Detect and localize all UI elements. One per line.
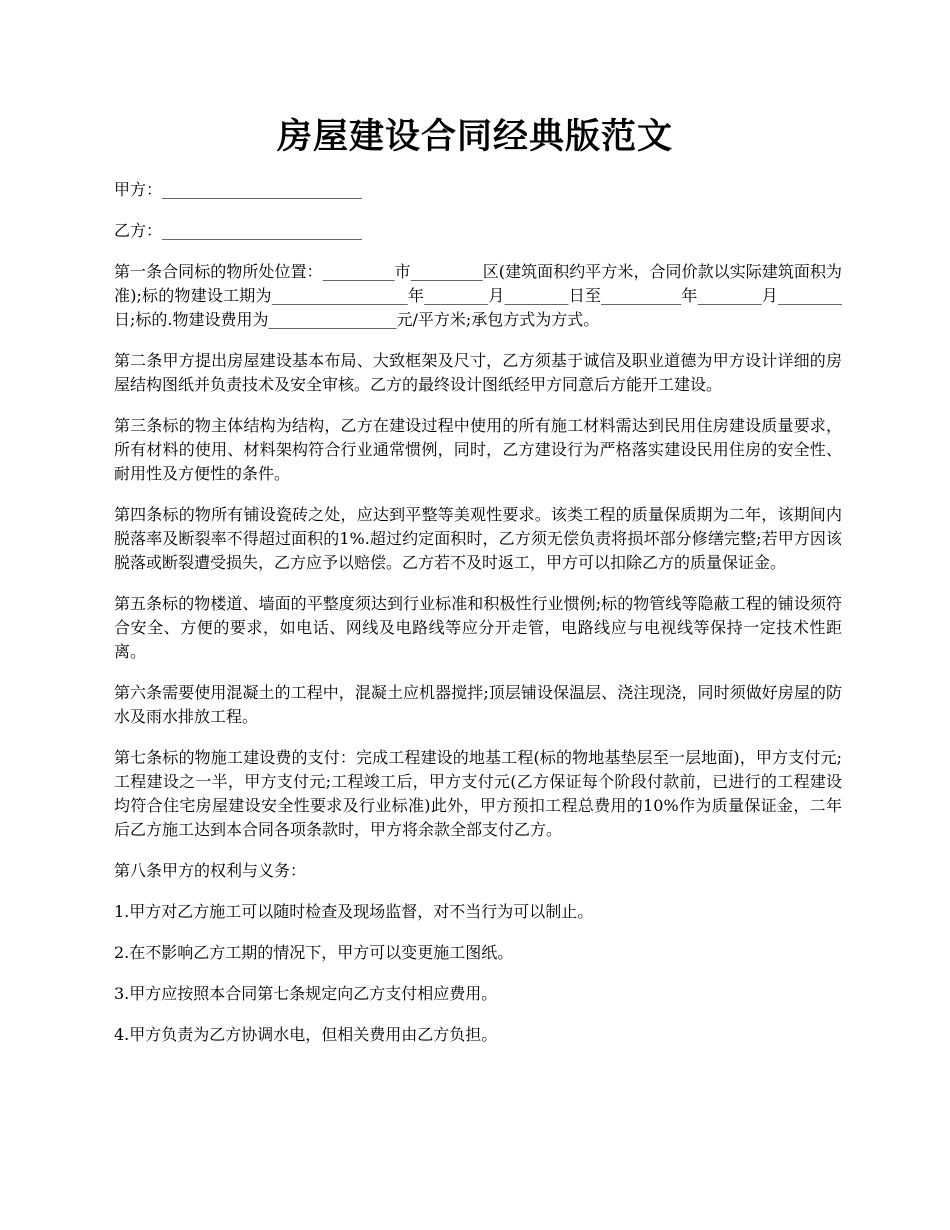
article-5: 第五条标的物楼道、墙面的平整度须达到行业标准和积极性行业惯例;标的物管线等隐蔽工程的铺设须符合安全、方便的要求，如电话、网线及电路线等应分开走管，电路线应与电视线等保持一定技术性距离。 xyxy=(114,594,842,661)
article-7: 第七条标的物施工建设费的支付：完成工程建设的地基工程(标的物地基垫层至一层地面)，甲方支付元;工程建设之一半，甲方支付元;工程竣工后，甲方支付元(乙方保证每个阶段付款前，已进行的工程建设均符合住宅房屋建设安全性要求及行业标准)此外，甲方预扣工程总费用的10%作为质量保证金，二年后乙方施工达到本合同各项条款时，甲方将余款全部支付乙方。 xyxy=(114,748,842,839)
article-6: 第六条需要使用混凝土的工程中，混凝土应机器搅拌;顶层铺设保温层、浇注现浇，同时须做好房屋的防水及雨水排放工程。 xyxy=(114,683,842,726)
article-3: 第三条标的物主体结构为结构，乙方在建设过程中使用的所有施工材料需达到民用住房建设质量要求，所有材料的使用、材料架构符合行业通常惯例，同时，乙方建设行为严格落实建设民用住房的安全性、耐用性及方便性的条件。 xyxy=(114,416,842,483)
article-8-item-3: 3.甲方应按照本合同第七条规定向乙方支付相应费用。 xyxy=(114,984,498,1003)
article-8-heading: 第八条甲方的权利与义务： xyxy=(114,861,307,880)
article-8-item-1: 1.甲方对乙方施工可以随时检查及现场监督，对不当行为可以制止。 xyxy=(114,902,594,921)
article-4: 第四条标的物所有铺设瓷砖之处，应达到平整等美观性要求。该类工程的质量保质期为二年，该期间内脱落率及断裂率不得超过面积的1%.超过约定面积时，乙方须无偿负责将损坏部分修缮完整;若甲方因该脱落或断裂遭受损失，乙方应予以赔偿。乙方若不及时返工，甲方可以扣除乙方的质量保证金。 xyxy=(114,505,842,572)
document-body xyxy=(114,178,842,1064)
party-a-line: 甲方：_________________________ xyxy=(114,180,363,199)
article-1: 第一条合同标的物所处位置：_________市_________区(建筑面积约平方米，合同价款以实际建筑面积为准);标的物建设工期为_________________年________月________日至__________年________月________日;标的.物建设费用为________________元/平方米;承包方式为方式。 xyxy=(114,262,842,329)
party-b-line: 乙方：_________________________ xyxy=(114,221,363,240)
article-8-item-2: 2.在不影响乙方工期的情况下，甲方可以变更施工图纸。 xyxy=(114,943,514,962)
document-title: 房屋建设合同经典版范文 xyxy=(276,116,673,157)
article-2: 第二条甲方提出房屋建设基本布局、大致框架及尺寸，乙方须基于诚信及职业道德为甲方设计详细的房屋结构图纸并负责技术及安全审核。乙方的最终设计图纸经甲方同意后方能开工建设。 xyxy=(114,351,842,394)
article-8-item-4: 4.甲方负责为乙方协调水电，但相关费用由乙方负担。 xyxy=(114,1025,498,1044)
